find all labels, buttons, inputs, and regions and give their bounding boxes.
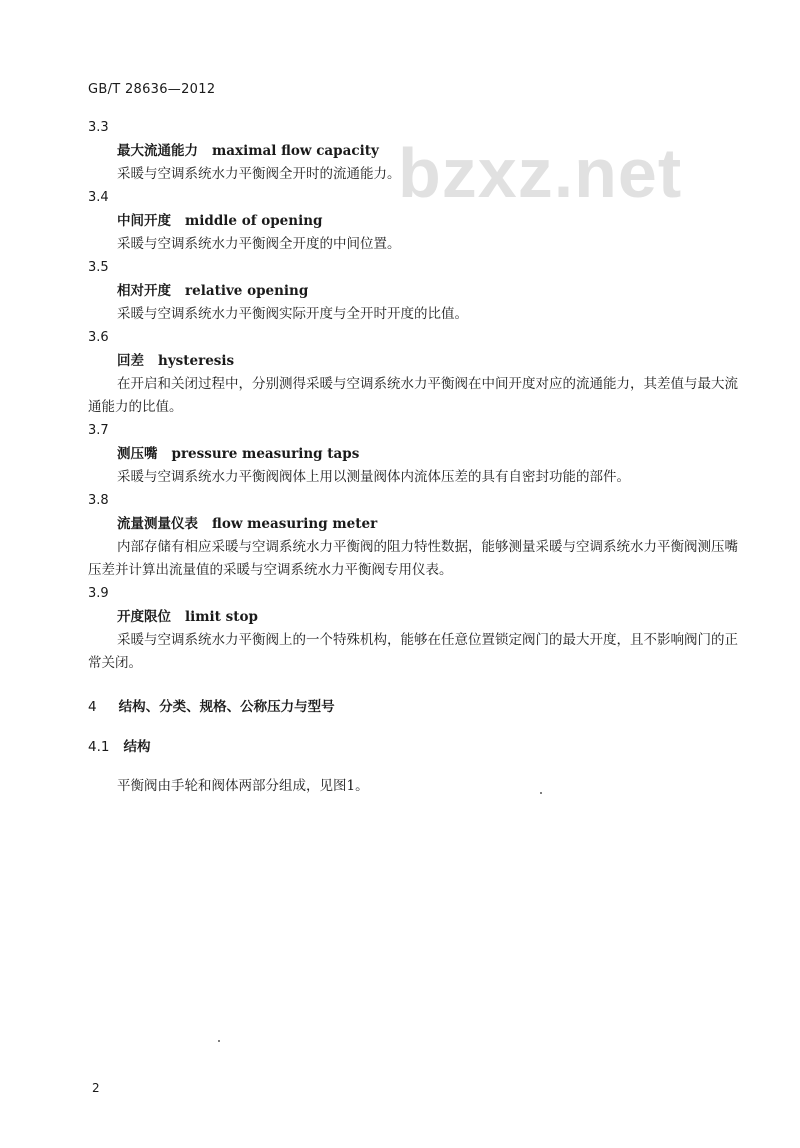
scan-speck xyxy=(218,1040,220,1042)
term-english: pressure measuring taps xyxy=(171,446,360,462)
page-number: 2 xyxy=(92,1081,100,1095)
clause-number: 3.6 xyxy=(88,330,109,345)
term-heading xyxy=(88,443,748,466)
scan-speck xyxy=(540,792,542,794)
term-english: maximal flow capacity xyxy=(212,143,379,159)
term-chinese: 流量测量仪表 xyxy=(117,516,198,532)
clause-number: 3.4 xyxy=(88,190,109,205)
clause-3-3 xyxy=(88,116,748,186)
term-english: flow measuring meter xyxy=(212,516,378,532)
term-definition: 采暖与空调系统水力平衡阀全开度的中间位置。 xyxy=(117,236,401,252)
term-english: hysteresis xyxy=(158,353,235,369)
term-definition: 采暖与空调系统水力平衡阀上的一个特殊机构，能够在任意位置锁定阀门的最大开度，且不影响阀门的正常关闭。 xyxy=(88,632,738,671)
term-english: limit stop xyxy=(185,609,258,625)
term-definition: 采暖与空调系统水力平衡阀阀体上用以测量阀体内流体压差的具有自密封功能的部件。 xyxy=(117,469,630,485)
subsection-number: 4.1 xyxy=(88,739,110,755)
clause-3-4 xyxy=(88,186,748,256)
clause-number: 3.7 xyxy=(88,423,109,438)
section-title: 结构、分类、规格、公称压力与型号 xyxy=(118,699,335,715)
watermark: bzxz.net xyxy=(398,134,683,212)
term-english: middle of opening xyxy=(185,213,323,229)
clause-3-6 xyxy=(88,326,748,419)
page-content xyxy=(88,116,748,798)
subsection-4-1-heading xyxy=(88,735,748,759)
clause-number: 3.9 xyxy=(88,586,109,601)
term-definition: 内部存储有相应采暖与空调系统水力平衡阀的阻力特性数据，能够测量采暖与空调系统水力平衡阀测压嘴压差并计算出流量值的采暖与空调系统水力平衡阀专用仪表。 xyxy=(88,539,738,578)
clause-3-5 xyxy=(88,256,748,326)
clause-3-9 xyxy=(88,582,748,675)
term-heading xyxy=(88,350,748,373)
clause-3-7 xyxy=(88,419,748,489)
term-heading xyxy=(88,140,748,163)
clause-3-8 xyxy=(88,489,748,582)
term-chinese: 回差 xyxy=(117,353,144,369)
term-heading xyxy=(88,280,748,303)
section-4-heading xyxy=(88,695,748,719)
term-chinese: 相对开度 xyxy=(117,283,171,299)
clause-number: 3.5 xyxy=(88,260,109,275)
term-definition: 在开启和关闭过程中，分别测得采暖与空调系统水力平衡阀在中间开度对应的流通能力，其差值与最大流通能力的比值。 xyxy=(88,376,738,415)
term-heading xyxy=(88,513,748,536)
term-heading xyxy=(88,210,748,233)
clause-number: 3.3 xyxy=(88,120,109,135)
term-chinese: 中间开度 xyxy=(117,213,171,229)
term-definition: 采暖与空调系统水力平衡阀实际开度与全开时开度的比值。 xyxy=(117,306,468,322)
structure-paragraph: 平衡阀由手轮和阀体两部分组成，见图1。 xyxy=(117,778,369,794)
subsection-title: 结构 xyxy=(123,739,151,755)
section-number: 4 xyxy=(88,699,97,715)
term-heading xyxy=(88,606,748,629)
clause-number: 3.8 xyxy=(88,493,109,508)
term-english: relative opening xyxy=(185,283,309,299)
term-chinese: 测压嘴 xyxy=(117,446,158,462)
standard-code: GB/T 28636—2012 xyxy=(88,82,216,97)
term-definition: 采暖与空调系统水力平衡阀全开时的流通能力。 xyxy=(117,166,401,182)
term-chinese: 开度限位 xyxy=(117,609,171,625)
term-chinese: 最大流通能力 xyxy=(117,143,198,159)
